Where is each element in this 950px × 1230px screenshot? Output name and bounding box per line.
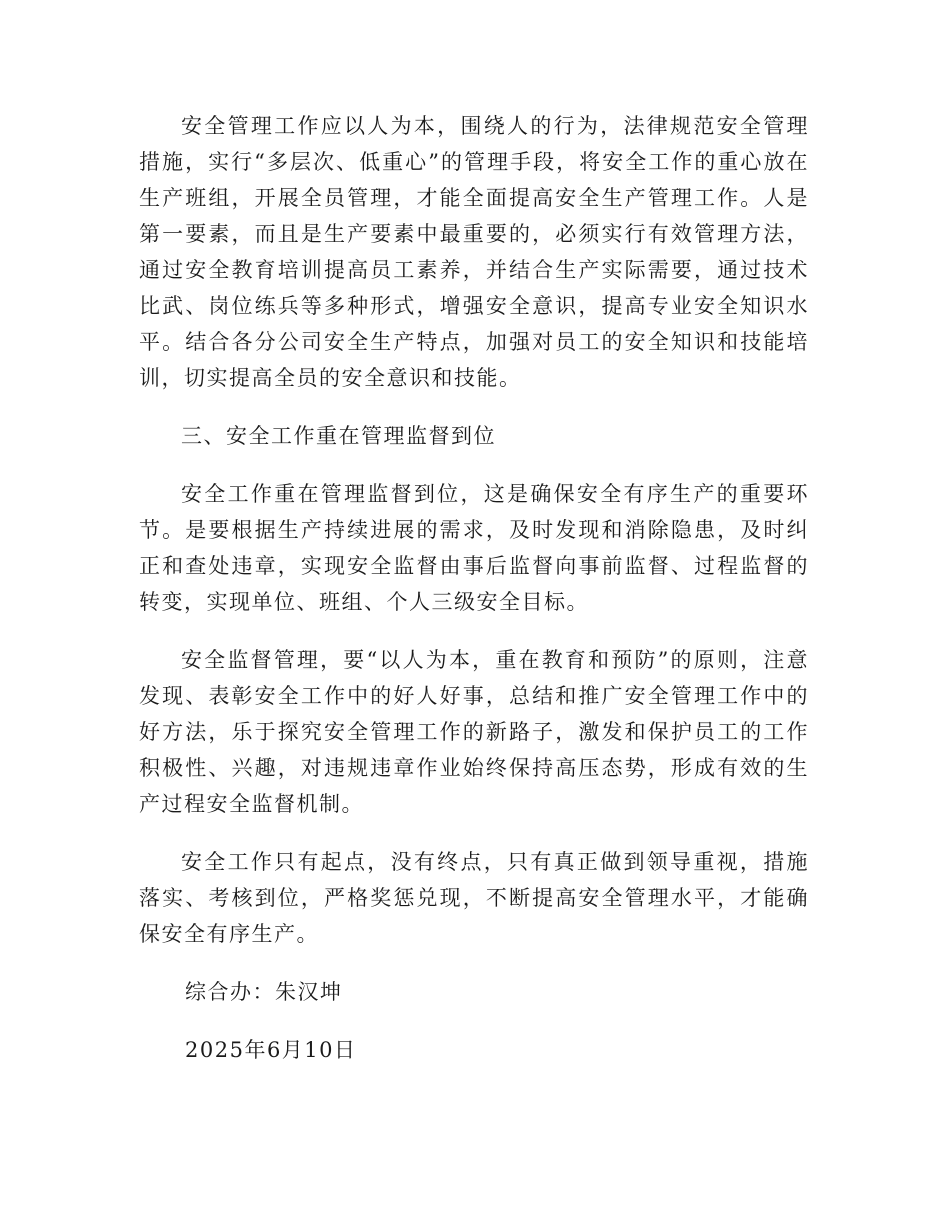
document-date: 2025年6月10日 bbox=[185, 1038, 357, 1062]
section-heading: 三、安全工作重在管理监督到位 bbox=[181, 424, 496, 448]
document-body bbox=[139, 108, 809, 1090]
body-paragraph: 安全监督管理，要“以人为本，重在教育和预防”的原则，注意发现、表彰安全工作中的好人好事，总结和推广安全管理工作中的好方法，乐于探究安全管理工作的新路子，激发和保护员工的工作积极性、兴趣，对违规违章作业始终保持高压态势，形成有效的生产过程安全监督机制。 bbox=[139, 648, 809, 816]
body-paragraph: 安全工作重在管理监督到位，这是确保安全有序生产的重要环节。是要根据生产持续进展的需求，及时发现和消除隐患，及时纠正和查处违章，实现安全监督由事后监督向事前监督、过程监督的转变，实现单位、班组、个人三级安全目标。 bbox=[139, 482, 809, 614]
body-paragraph: 安全工作只有起点，没有终点，只有真正做到领导重视，措施落实、考核到位，严格奖惩兑现，不断提高安全管理水平，才能确保安全有序生产。 bbox=[139, 850, 809, 946]
signature: 综合办：朱汉坤 bbox=[185, 980, 343, 1004]
body-paragraph: 安全管理工作应以人为本，围绕人的行为，法律规范安全管理措施，实行“多层次、低重心”的管理手段，将安全工作的重心放在生产班组，开展全员管理，才能全面提高安全生产管理工作。人是第一要素，而且是生产要素中最重要的，必须实行有效管理方法，通过安全教育培训提高员工素养，并结合生产实际需要，通过技术比武、岗位练兵等多种形式，增强安全意识，提高专业安全知识水平。结合各分公司安全生产特点，加强对员工的安全知识和技能培训，切实提高全员的安全意识和技能。 bbox=[139, 114, 809, 390]
